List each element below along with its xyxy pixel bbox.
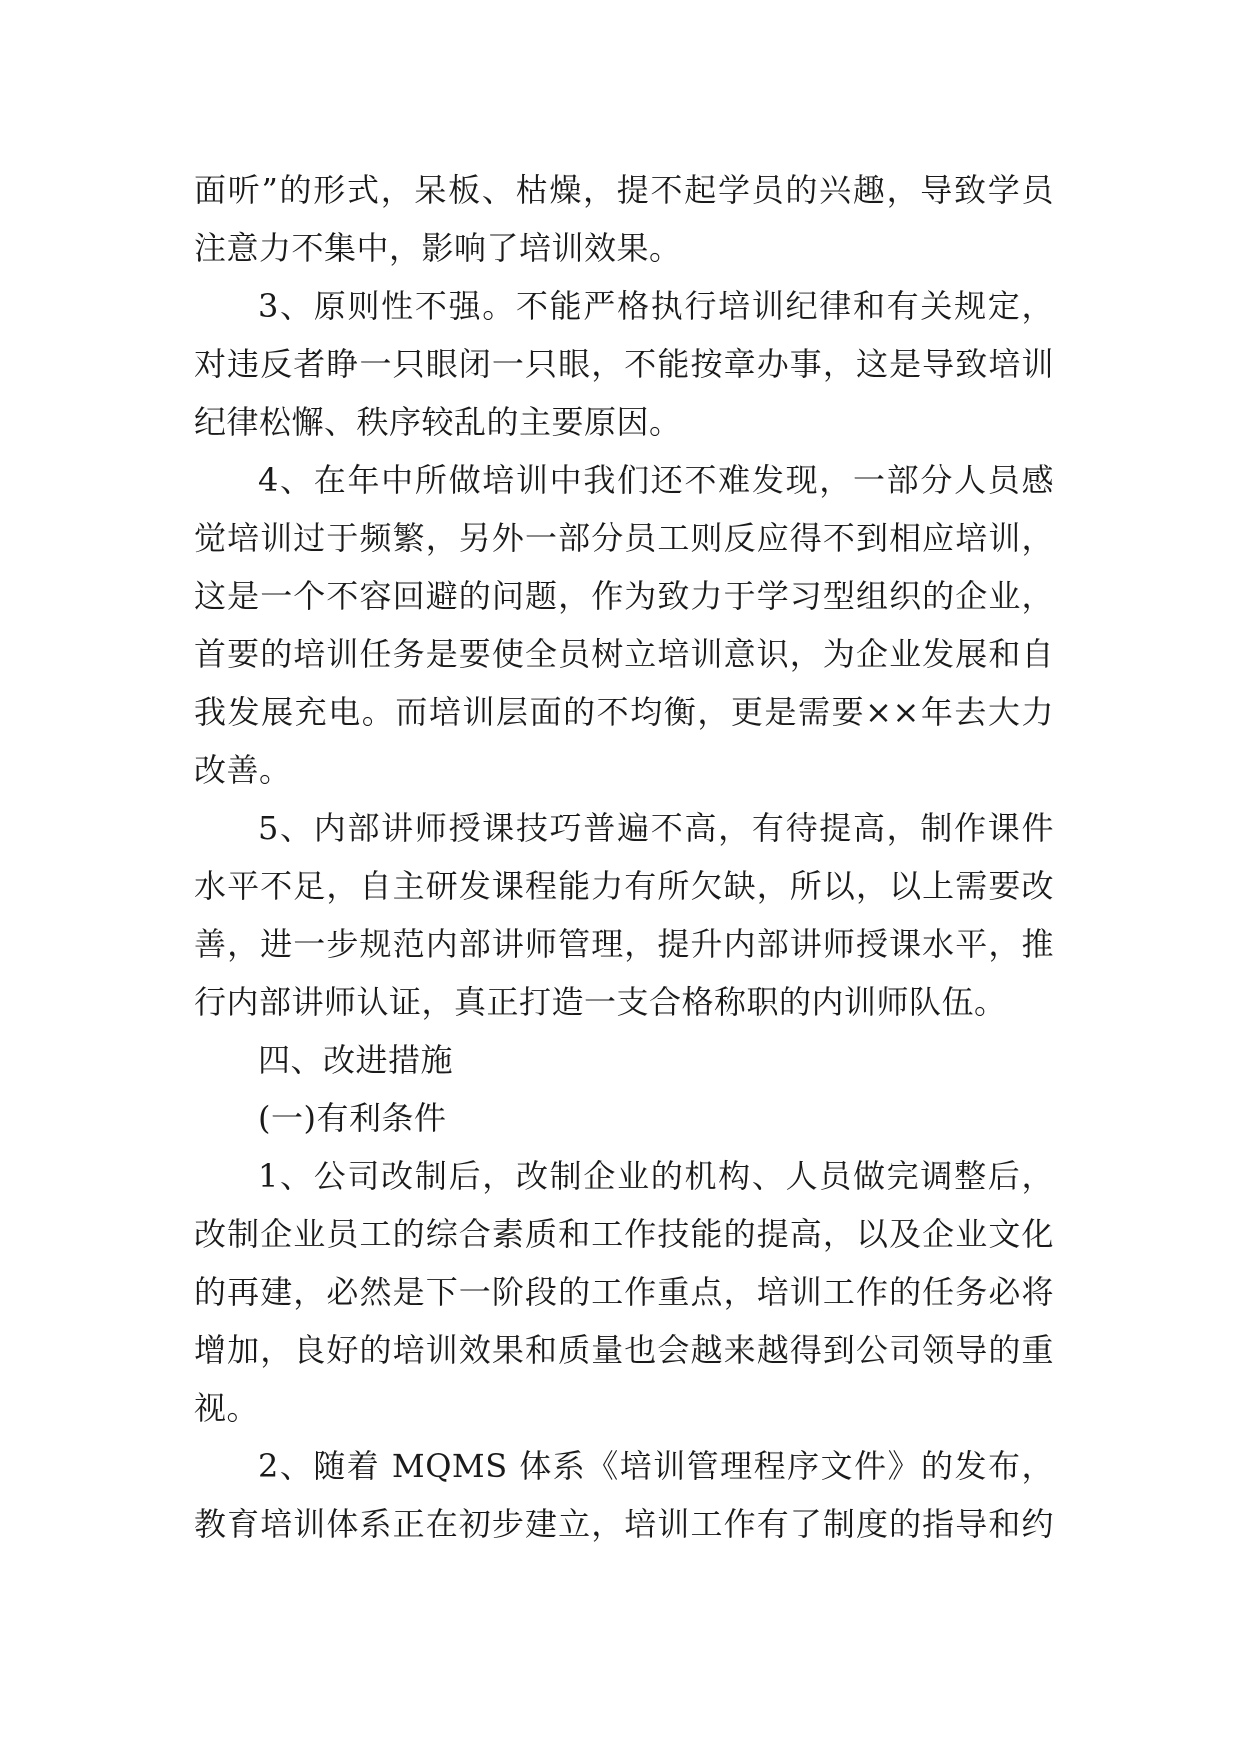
text-line: 面听”的形式，呆板、枯燥，提不起学员的兴趣，导致学员 [194,171,1054,209]
text-line: 改制企业员工的综合素质和工作技能的提高，以及企业文化 [194,1215,1054,1253]
text-line: 3、原则性不强。不能严格执行培训纪律和有关规定， [258,287,1054,325]
text-line: 水平不足，自主研发课程能力有所欠缺，所以，以上需要改 [194,867,1054,905]
text-line: 2、随着 MQMS 体系《培训管理程序文件》的发布， [258,1447,1054,1485]
text-line: 的再建，必然是下一阶段的工作重点，培训工作的任务必将 [194,1273,1054,1311]
text-line: 觉培训过于频繁，另外一部分员工则反应得不到相应培训， [194,519,1054,557]
text-line: 改善。 [194,751,292,789]
text-line: 行内部讲师认证，真正打造一支合格称职的内训师队伍。 [194,983,1007,1021]
text-line: 纪律松懈、秩序较乱的主要原因。 [194,403,682,441]
text-line: 增加，良好的培训效果和质量也会越来越得到公司领导的重 [194,1331,1054,1369]
text-line: 这是一个不容回避的问题，作为致力于学习型组织的企业， [194,577,1054,615]
text-line: 视。 [194,1389,260,1427]
text-line: 对违反者睁一只眼闭一只眼，不能按章办事，这是导致培训 [194,345,1054,383]
text-line: (一)有利条件 [258,1099,447,1137]
text-line: 注意力不集中，影响了培训效果。 [194,229,682,267]
text-line: 教育培训体系正在初步建立，培训工作有了制度的指导和约 [194,1505,1054,1543]
text-line: 善，进一步规范内部讲师管理，提升内部讲师授课水平，推 [194,925,1054,963]
text-line: 4、在年中所做培训中我们还不难发现，一部分人员感 [258,461,1054,499]
text-line: 首要的培训任务是要使全员树立培训意识，为企业发展和自 [194,635,1054,673]
text-line: 我发展充电。而培训层面的不均衡，更是需要××年去大力 [194,693,1054,731]
text-line: 1、公司改制后，改制企业的机构、人员做完调整后， [258,1157,1054,1195]
text-line: 四、改进措施 [258,1041,454,1079]
text-line: 5、内部讲师授课技巧普遍不高，有待提高，制作课件 [258,809,1054,847]
document-body [194,161,1054,1553]
